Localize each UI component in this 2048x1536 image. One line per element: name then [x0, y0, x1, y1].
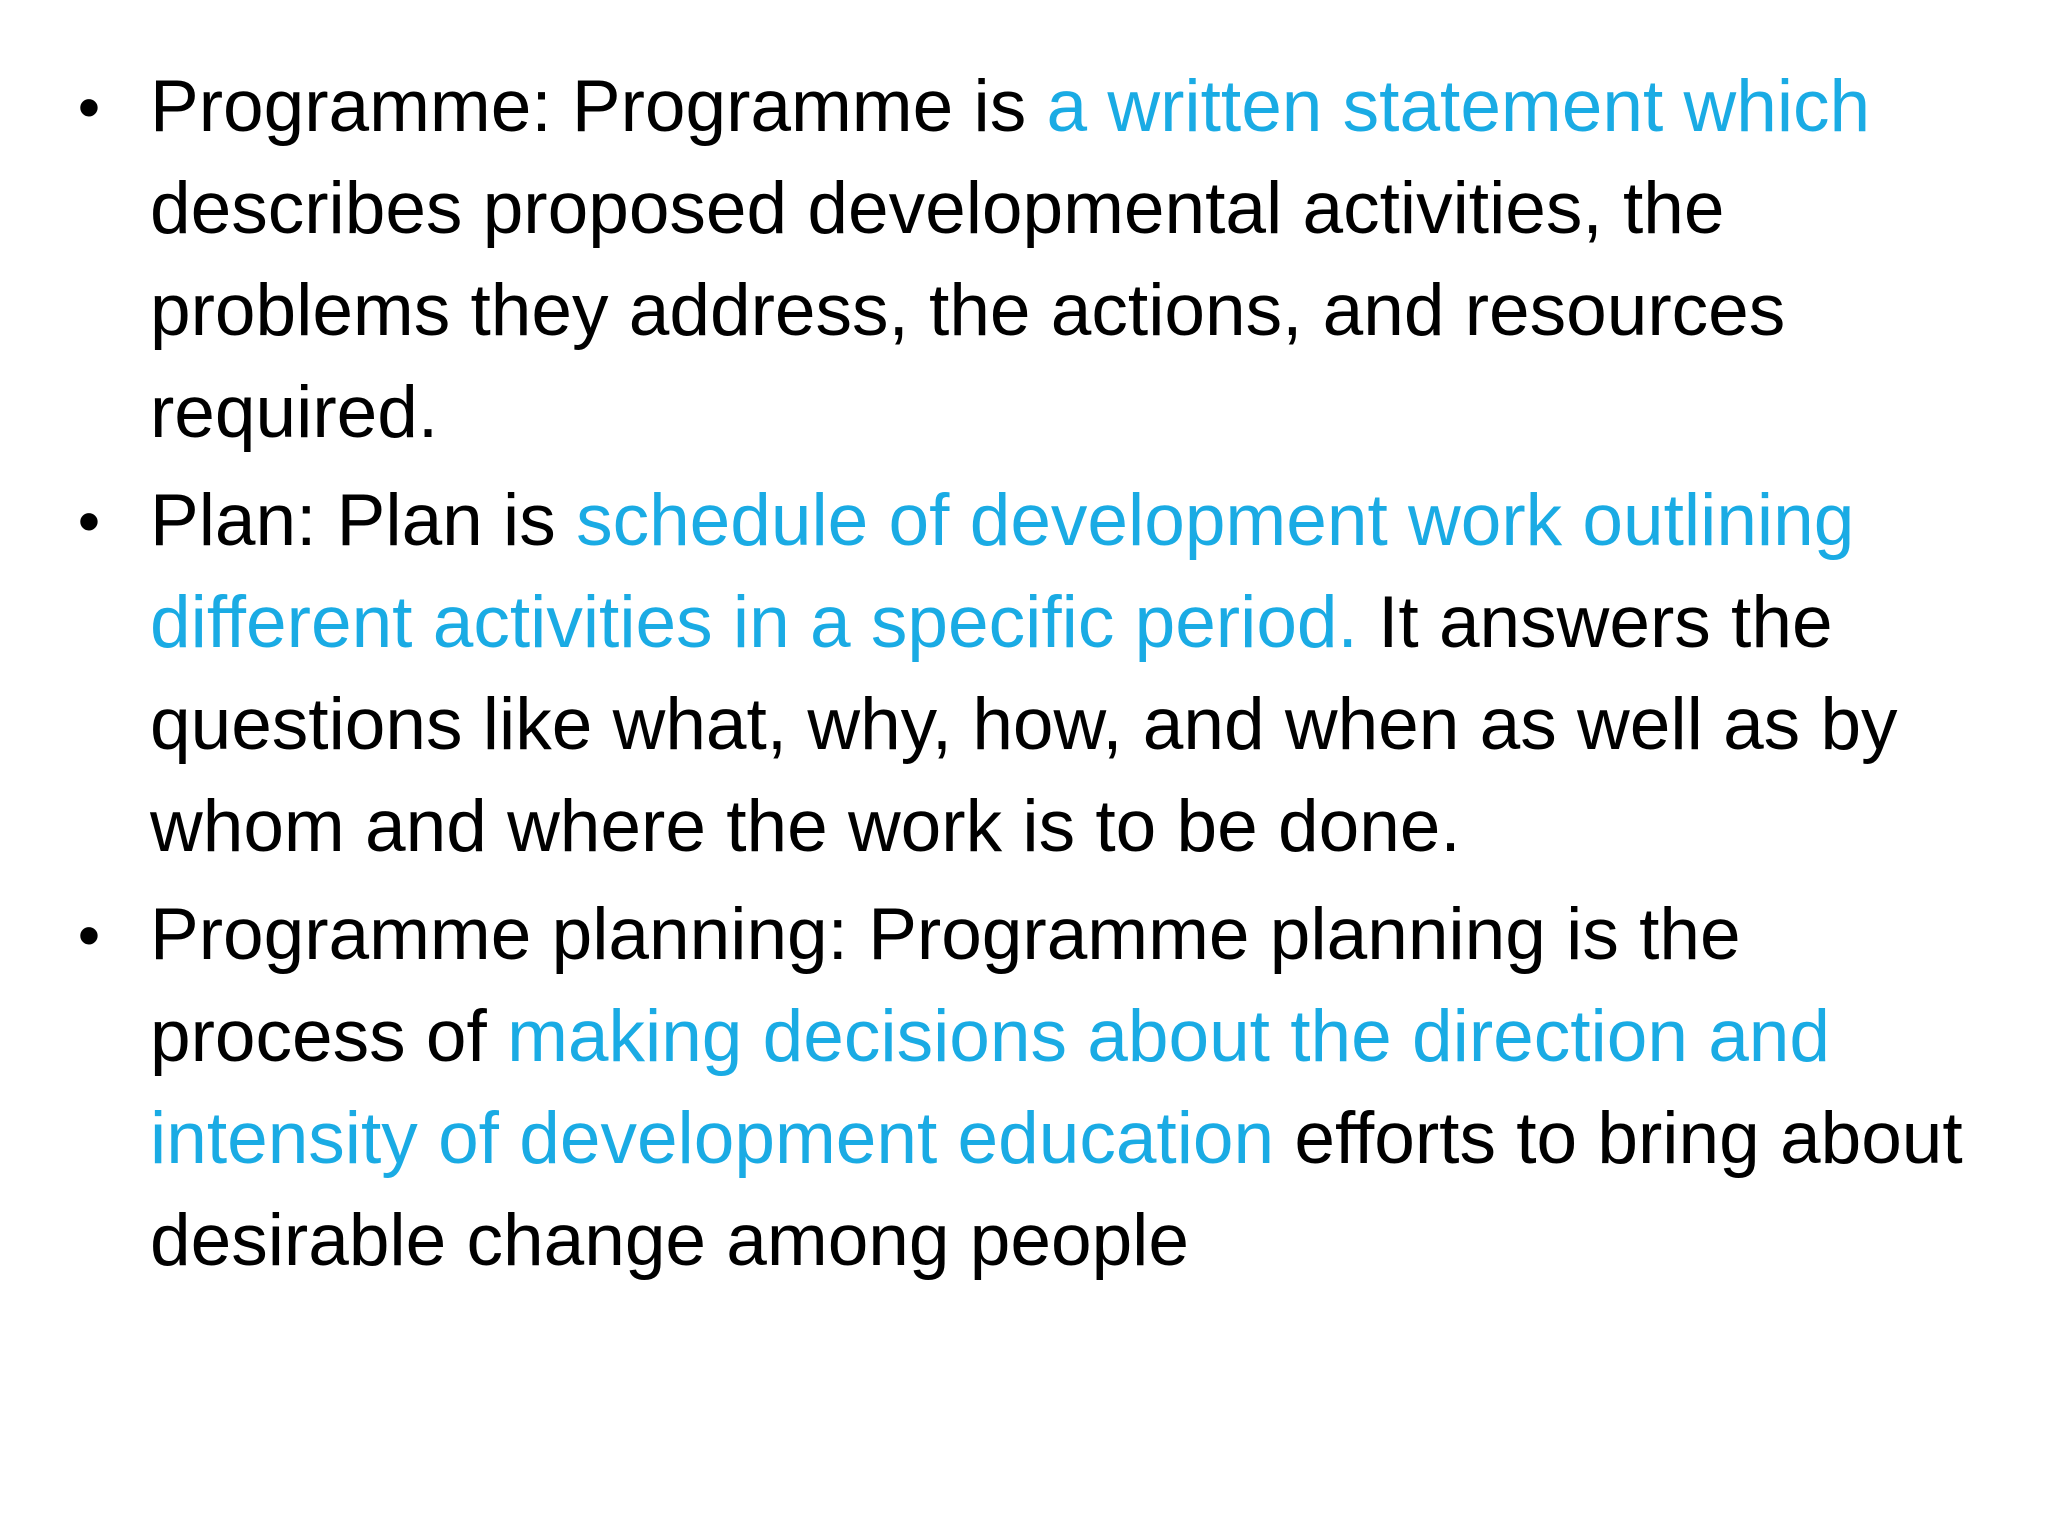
bullet-dot-icon: •: [77, 71, 101, 143]
bullet-programme: [77, 56, 1980, 464]
bullet-highlight-text: a written statement which: [1046, 66, 1871, 147]
bullet-tail-text: efforts to bring about desirable change among people: [150, 1098, 1963, 1281]
bullet-tail-text: describes proposed developmental activities, the problems they address, the actions, and resources required.: [150, 168, 1786, 453]
bullet-highlight-text: making decisions about the direction and intensity of development education: [150, 996, 1831, 1179]
bullet-dot-icon: •: [77, 899, 101, 971]
bullet-dot-icon: •: [77, 485, 101, 557]
bullet-lead-text: Plan: Plan is: [150, 480, 577, 561]
bullet-tail-text: It answers the questions like what, why, how, and when as well as by whom and where the work is to be done.: [150, 582, 1898, 867]
bullet-list: [77, 56, 1980, 1298]
bullet-highlight-text: schedule of development work outlining different activities in a specific period.: [150, 480, 1855, 663]
bullet-plan: [77, 470, 1980, 878]
bullet-programme-planning: [77, 884, 1980, 1292]
bullet-lead-text: Programme: Programme is: [150, 66, 1047, 147]
bullet-lead-text: Programme planning: Programme planning is the process of: [150, 894, 1741, 1077]
